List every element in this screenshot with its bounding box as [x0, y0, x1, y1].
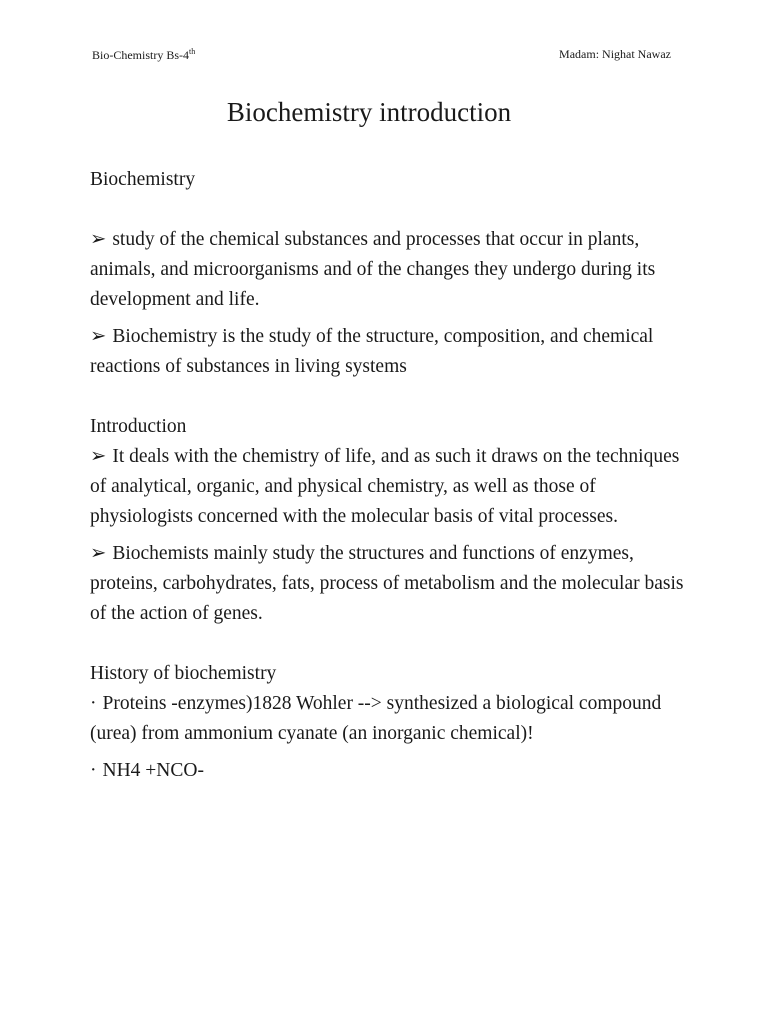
introduction-point-2-text: Biochemists mainly study the structures and functions of enzymes, proteins, carbohydrates, fats, process of metabolism and the molecular basis of the action of genes.	[90, 543, 684, 624]
course-superscript: th	[189, 47, 196, 56]
biochemistry-point-1	[90, 225, 690, 315]
document-body	[90, 165, 690, 786]
dot-bullet-icon: ·	[90, 760, 97, 781]
history-point-1	[90, 689, 690, 749]
introduction-point-1	[90, 442, 690, 532]
course-text: Bio-Chemistry Bs-4	[92, 48, 190, 62]
introduction-point-2	[90, 539, 690, 629]
header-teacher: Madam: Nighat Nawaz	[559, 47, 671, 61]
page-title: Biochemistry introduction	[226, 97, 512, 127]
section-heading-introduction: Introduction	[90, 416, 187, 437]
section-heading-history: History of biochemistry	[90, 663, 277, 684]
section-heading-biochemistry: Biochemistry	[90, 169, 196, 190]
history-point-1-text: Proteins -enzymes)1828 Wohler --> synthesized a biological compound (urea) from ammonium cyanate (an inorganic chemical)!	[90, 693, 662, 744]
arrow-bullet-icon: ➢	[90, 543, 107, 564]
biochemistry-point-2	[90, 322, 690, 382]
history-point-2-text: NH4 +NCO-	[102, 760, 204, 781]
biochemistry-point-2-text: Biochemistry is the study of the structure, composition, and chemical reactions of substances in living systems	[90, 326, 654, 377]
introduction-point-1-text: It deals with the chemistry of life, and as such it draws on the techniques of analytical, organic, and physical chemistry, as well as those of physiologists concerned with the molecular basis of vital processes.	[90, 446, 680, 527]
biochemistry-point-1-text: study of the chemical substances and processes that occur in plants, animals, and microorganisms and of the changes they undergo during its development and life.	[90, 229, 656, 310]
arrow-bullet-icon: ➢	[90, 326, 107, 347]
arrow-bullet-icon: ➢	[90, 229, 107, 250]
dot-bullet-icon: ·	[90, 693, 97, 714]
history-point-2	[90, 756, 690, 786]
header-course	[92, 47, 195, 63]
arrow-bullet-icon: ➢	[90, 446, 107, 467]
